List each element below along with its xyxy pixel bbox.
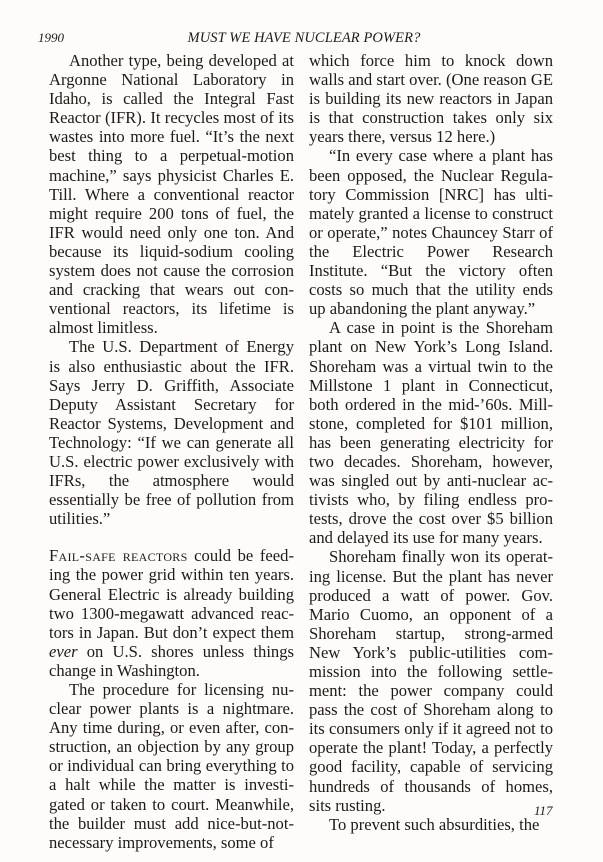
section-lead-in: Fail-safe reactors (49, 546, 188, 566)
emphasis-text: ever (49, 641, 78, 661)
paragraph: To prevent such absurdities, the (329, 814, 540, 834)
continuation-paragraph: which force him to knock down walls and start over. (One reason GE is building its new reactors in Japan is that construction takes only six years there, versus 12 here.) (309, 51, 553, 147)
right-column (309, 51, 553, 834)
page-year: 1990 (38, 30, 64, 45)
section-text-after: on U.S. shores unless things change in Washington. (49, 641, 294, 680)
page-number: 117 (534, 803, 553, 818)
paragraph: The U.S. Department of Energy is also enthusiastic about the IFR. Says Jerry D. Griffith, Associate Deputy Assistant Secretary for Reactor Systems, Development and Technology: “If we can generate all U.S. electric power exclusively with IFRs, the atmosphere would essentially be free of pollution from utilities.” (49, 337, 294, 529)
section-paragraph (49, 546, 294, 680)
section-text: could be feeding the power grid within ten years. General Electric is already building two 1300-megawatt advanced reactors in Japan. But don’t expect them (49, 546, 294, 642)
paragraph: Another type, being developed at Argonne National Laboratory in Idaho, is called the Integral Fast Reactor (IFR). It recycles most of its wastes into more fuel. “It’s the next best thing to a perpetual-motion machine,” says physicist Charles E. Till. Where a conventional reactor might require 200 tons of fuel, the IFR would need only one ton. And because its liquid-sodium cooling system does not cause the corrosion and cracking that wears out conventional reactors, its lifetime is almost limitless. (49, 51, 294, 338)
paragraph: “In every case where a plant has been opposed, the Nuclear Regulatory Commission [NRC] has ultimately granted a license to construct or operate,” notes Chauncey Starr of the Electric Power Research Institute. “But the victory often costs so much that the utility ends up abandoning the plant anyway.” (309, 146, 553, 319)
paragraph: The procedure for licensing nuclear power plants is a nightmare. Any time during, or even after, construction, an objection by any group or individual can bring everything to a halt while the matter is investigated or taken to court. Meanwhile, the builder must add nice-but-not-necessary improvements, some of (49, 680, 294, 852)
running-title: MUST WE HAVE NUCLEAR POWER? (187, 30, 421, 46)
page-header (38, 30, 570, 48)
paragraph: A case in point is the Shoreham plant on New York’s Long Island. Shoreham was a virtual twin to the Millstone 1 plant in Connecticut, both ordered in the mid-’60s. Millstone, completed for $101 million, has been generating electricity for two decades. Shoreham, however, was singled out by anti-nuclear activists who, by filing endless protests, drove the cost over $5 billion and delayed its use for many years. (309, 318, 553, 548)
paragraph: Shoreham finally won its operating license. But the plant has never produced a watt of power. Gov. Mario Cuomo, an opponent of a Shoreham startup, strong-armed New York’s public-utilities commission into the following settlement: the power company could pass the cost of Shoreham along to its consumers only if it agreed not to operate the plant! Today, a perfectly good facility, capable of servicing hundreds of thousands of homes, sits rusting. (309, 547, 553, 815)
left-column (49, 51, 294, 852)
